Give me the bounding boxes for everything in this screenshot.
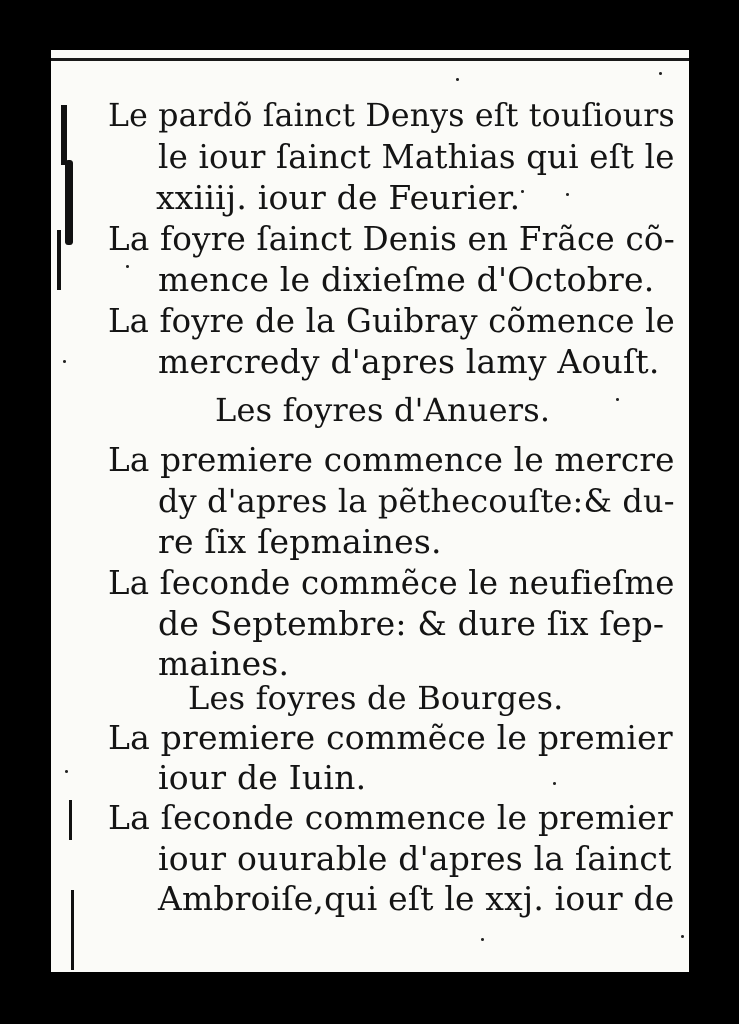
text-line: de Septembre: & dure ſix ſep- [158,604,665,643]
section-heading: Les foyres d'Anuers. [215,391,551,429]
text-line: le iour ſainct Mathias qui eſt le [158,138,675,176]
text-line: dy d'apres la pẽthecouſte:& du- [158,482,675,520]
text-line: maines. [158,644,290,683]
text-line: Le pardõ ſainct Denys eſt touſiours [108,98,675,134]
text-line: mercredy d'apres lamy Aouſt. [158,342,660,381]
text-line: iour ouurable d'apres la ſainct [158,839,672,878]
text-line: La foyre ſainct Denis en Frãce cõ- [108,220,675,258]
text-line: La ſeconde commence le premier [108,798,673,837]
text-line: La premiere commẽce le premier [108,718,673,757]
text-line: Ambroiſe,qui eſt le xxj. iour de [158,879,675,918]
book-page [51,50,689,972]
text-line: La foyre de la Guibray cõmence le [108,302,675,340]
text-line: iour de Iuin. [158,758,367,797]
page-text [51,50,689,972]
text-line: mence le dixieſme d'Octobre. [158,260,655,299]
text-line: La ſeconde commẽce le neufieſme [108,564,675,602]
text-line: re ſix ſepmaines. [158,522,442,561]
text-line: xxiiij. iour de Feurier. [156,178,521,217]
section-heading: Les foyres de Bourges. [188,679,564,717]
text-line: La premiere commence le mercre [108,441,675,479]
